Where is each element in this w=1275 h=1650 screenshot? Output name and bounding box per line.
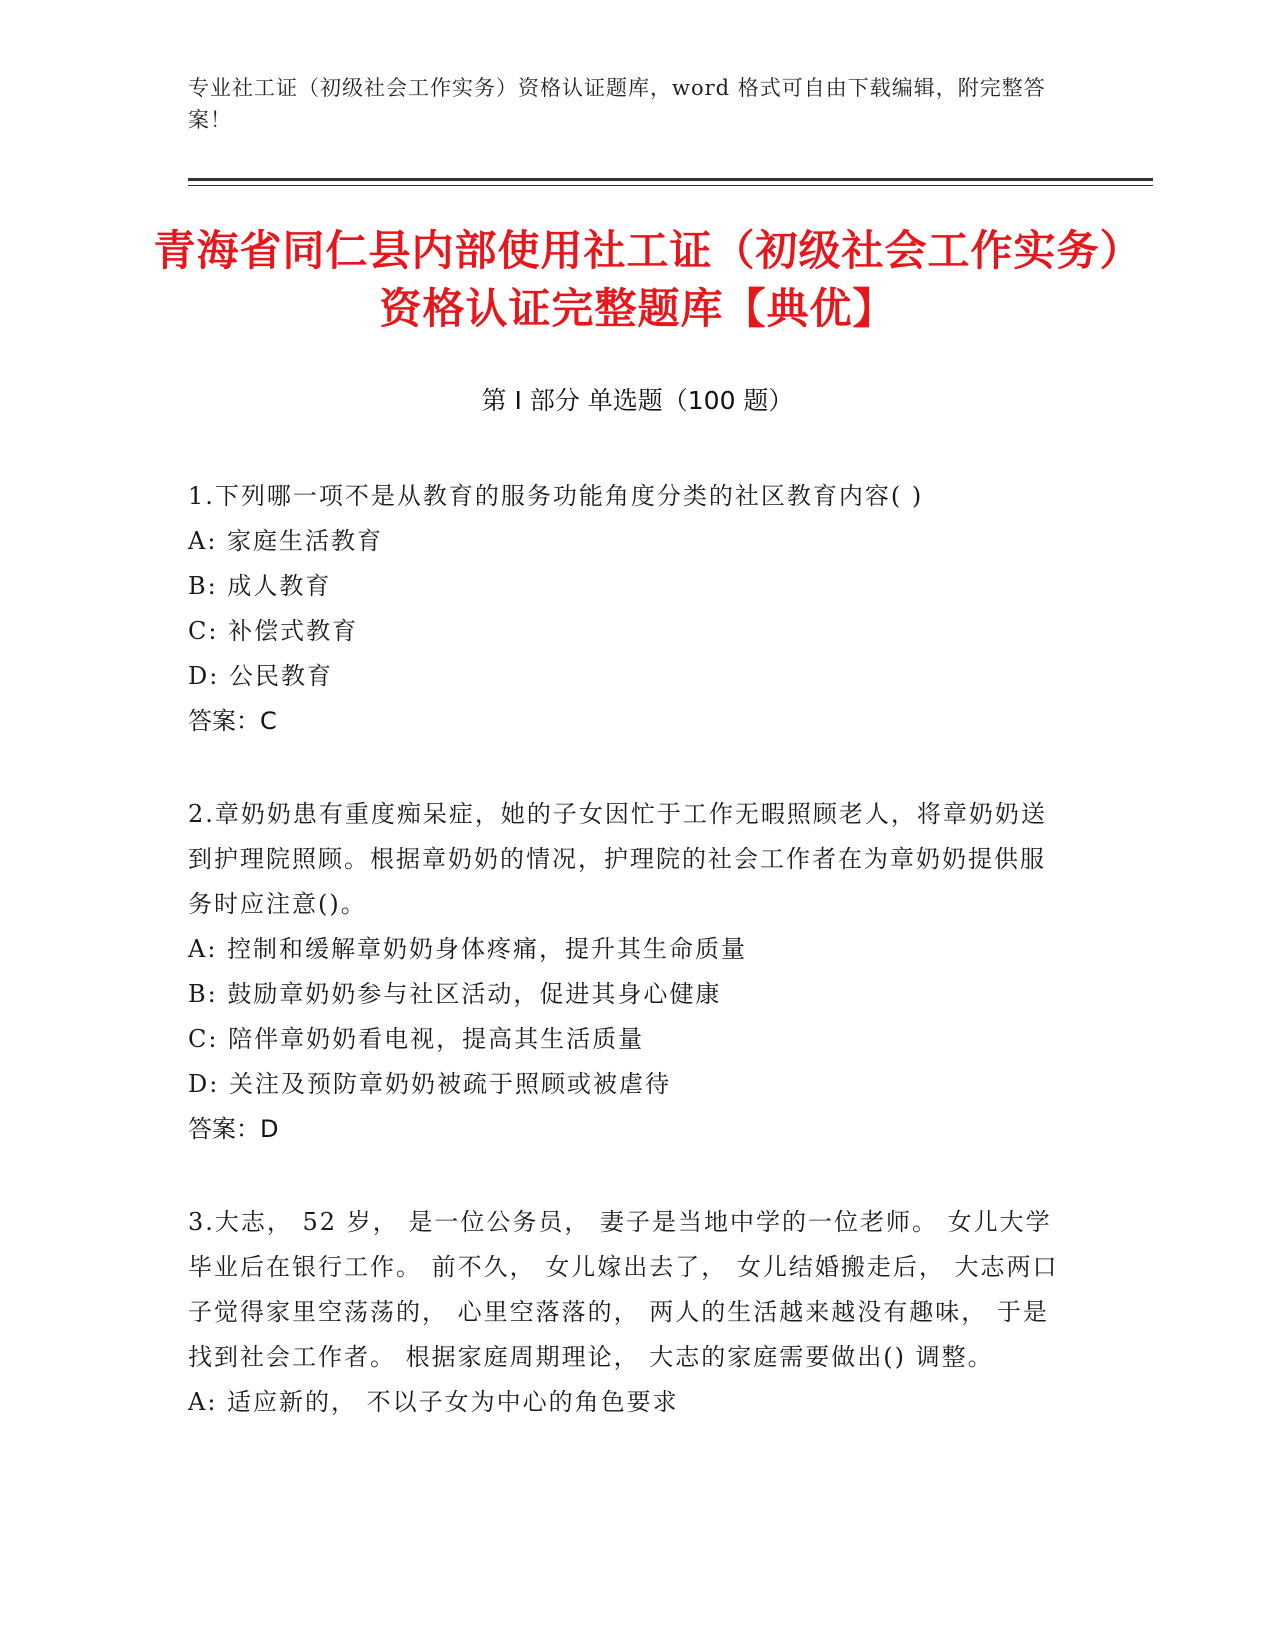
option-b: B: 成人教育: [188, 572, 332, 600]
section-heading: 第 I 部分 单选题（100 题）: [481, 386, 794, 415]
question-stem: 3.大志， 52 岁， 是一位公务员， 妻子是当地中学的一位老师。 女儿大学毕业后在银行工作。 前不久， 女儿嫁出去了， 女儿结婚搬走后， 大志两口子觉得家里空荡荡的， 心里空落落的， 两人的生活越来越没有趣味， 于是找到社会工作者。 根据家庭周期理论， 大志的家庭需要做出() 调整。: [188, 1208, 1059, 1371]
header-note: 专业社工证（初级社会工作实务）资格认证题库，word 格式可自由下载编辑，附完整答案！: [188, 76, 1046, 132]
question-stem: 1.下列哪一项不是从教育的服务功能角度分类的社区教育内容( ): [188, 482, 924, 510]
question-list: [188, 474, 1068, 1473]
question-2: [188, 792, 1068, 1152]
option-a: A: 家庭生活教育: [188, 527, 384, 555]
question-stem: 2.章奶奶患有重度痴呆症，她的子女因忙于工作无暇照顾老人，将章奶奶送到护理院照顾。根据章奶奶的情况，护理院的社会工作者在为章奶奶提供服务时应注意()。: [188, 800, 1047, 918]
option-d: D: 关注及预防章奶奶被疏于照顾或被虐待: [188, 1070, 671, 1098]
option-b: B: 鼓励章奶奶参与社区活动，促进其身心健康: [188, 980, 722, 1008]
option-a: A: 适应新的， 不以子女为中心的角色要求: [188, 1388, 679, 1416]
answer: 答案：C: [188, 707, 277, 735]
option-c: C: 陪伴章奶奶看电视，提高其生活质量: [188, 1025, 645, 1053]
document-title: 青海省同仁县内部使用社工证（初级社会工作实务）资格认证完整题库【典优】: [153, 226, 1122, 333]
option-d: D: 公民教育: [188, 662, 333, 690]
header-rule-thin: [188, 185, 1153, 186]
option-c: C: 补偿式教育: [188, 617, 359, 645]
question-1: [188, 474, 1068, 744]
option-a: A: 控制和缓解章奶奶身体疼痛，提升其生命质量: [188, 935, 748, 963]
answer: 答案：D: [188, 1115, 279, 1143]
question-3: [188, 1200, 1068, 1425]
header-rule-thick: [188, 178, 1153, 181]
